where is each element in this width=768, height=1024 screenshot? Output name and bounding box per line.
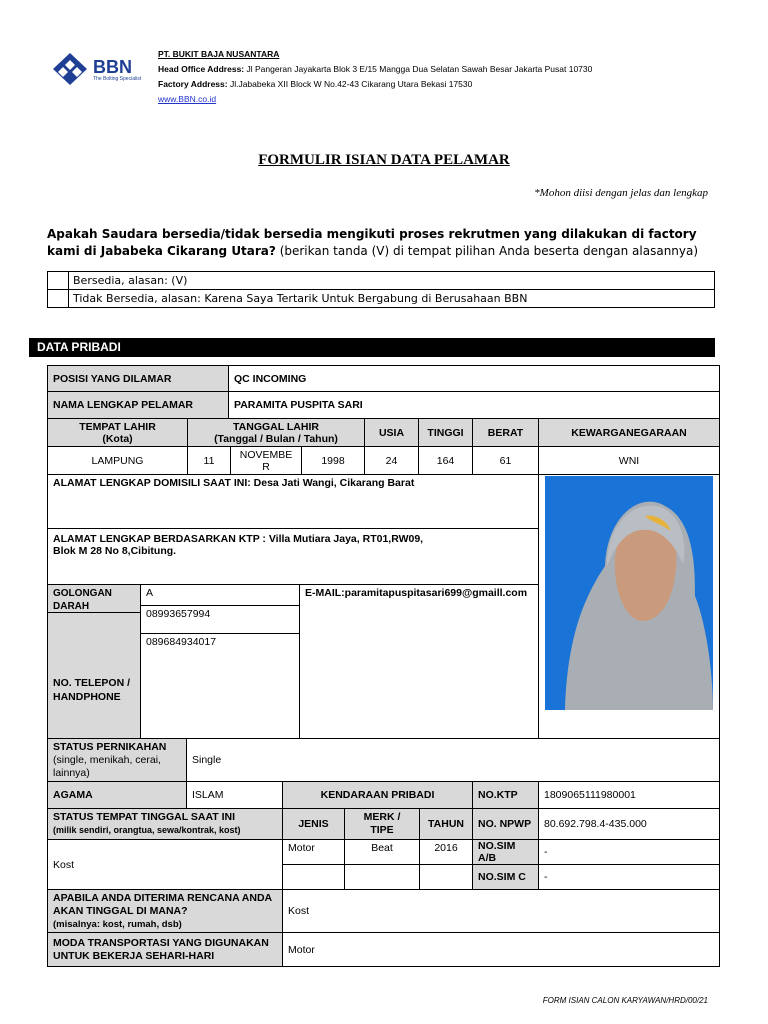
birthplace-header: TEMPAT LAHIR (Kota)	[47, 418, 188, 447]
form-title: FORMULIR ISIAN DATA PELAMAR	[258, 152, 510, 168]
logo-subtitle: The Bolting Specialist	[93, 76, 142, 82]
head-office-address: Head Office Address: Jl Pangeran Jayakarta Blok 3 E/15 Mangga Dua Selatan Sawah Besar Jakarta Pusat 10730	[158, 64, 593, 74]
age-header: USIA	[364, 418, 419, 447]
birth-month-value[interactable]: NOVEMBE R	[230, 446, 302, 475]
form-hint: *Mohon diisi dengan jelas dan lengkap	[534, 187, 708, 199]
position-label: POSISI YANG DILAMAR	[47, 365, 229, 392]
weight-value[interactable]: 61	[472, 446, 539, 475]
vehicle-year-value[interactable]: 2016	[419, 839, 473, 865]
vehicle-brand-header: MERK / TIPE	[344, 808, 420, 840]
phone-label: NO. TELEPON / HANDPHONE	[47, 612, 141, 739]
height-header: TINGGI	[418, 418, 473, 447]
transport-value[interactable]: Motor	[282, 932, 720, 967]
birthdate-header: TANGGAL LAHIR (Tanggal / Bulan / Tahun)	[187, 418, 365, 447]
vehicle-type-value[interactable]: Motor	[282, 839, 345, 865]
email-value[interactable]: E-MAIL:paramitapuspitasari699@gmaill.com	[299, 584, 539, 739]
sim-ab-value[interactable]: -	[538, 839, 720, 865]
birthplace-value[interactable]: LAMPUNG	[47, 446, 188, 475]
applicant-photo	[545, 476, 713, 710]
company-name: PT. BUKIT BAJA NUSANTARA	[158, 49, 280, 59]
sim-ab-label: NO.SIM A/B	[472, 839, 539, 865]
vehicle-brand-value-2[interactable]	[344, 864, 420, 890]
willing-checkbox[interactable]	[48, 272, 69, 290]
phone-value-2[interactable]: 089684934017	[140, 633, 300, 739]
willing-option: Bersedia, alasan: (V)	[69, 272, 715, 290]
ktp-address[interactable]: ALAMAT LENGKAP BERDASARKAN KTP : Villa Mutiara Jaya, RT01,RW09, Blok M 28 No 8,Cibitung.	[47, 528, 539, 585]
height-value[interactable]: 164	[418, 446, 473, 475]
blood-type-label: GOLONGAN DARAH	[47, 584, 141, 613]
vehicle-header: KENDARAAN PRIBADI	[282, 781, 473, 809]
full-name-label: NAMA LENGKAP PELAMAR	[47, 391, 229, 419]
domicile-address[interactable]: ALAMAT LENGKAP DOMISILI SAAT INI: Desa Jati Wangi, Cikarang Barat	[47, 474, 539, 529]
transport-label: MODA TRANSPORTASI YANG DIGUNAKAN UNTUK BEKERJA SEHARI-HARI	[47, 932, 283, 967]
recruitment-question: Apakah Saudara bersedia/tidak bersedia mengikuti proses rekrutmen yang dilakukan di factory kami di Jababeka Cikarang Utara? (berikan tanda (V) di tempat pilihan Anda beserta dengan alasannya)	[47, 227, 699, 258]
residence-status-value[interactable]: Kost	[47, 839, 283, 890]
website-link[interactable]: www.BBN.co.id	[158, 94, 217, 104]
npwp-label: NO. NPWP	[472, 808, 539, 840]
future-residence-value[interactable]: Kost	[282, 889, 720, 933]
blood-type-value[interactable]: A	[140, 584, 300, 606]
marital-status-label: STATUS PERNIKAHAN (single, menikah, cerai, lainnya)	[47, 738, 187, 782]
vehicle-year-header: TAHUN	[419, 808, 473, 840]
logo-text: BBN	[93, 57, 132, 77]
citizenship-value[interactable]: WNI	[538, 446, 720, 475]
future-residence-label: APABILA ANDA DITERIMA RENCANA ANDA AKAN TINGGAL DI MANA? (misalnya: kost, rumah, dsb)	[47, 889, 283, 933]
vehicle-year-value-2[interactable]	[419, 864, 473, 890]
religion-label: AGAMA	[47, 781, 187, 809]
vehicle-brand-value[interactable]: Beat	[344, 839, 420, 865]
vehicle-type-value-2[interactable]	[282, 864, 345, 890]
position-value[interactable]: QC INCOMING	[228, 365, 720, 392]
residence-status-label: STATUS TEMPAT TINGGAL SAAT INI (milik sendiri, orangtua, sewa/kontrak, kost)	[47, 808, 283, 840]
religion-value[interactable]: ISLAM	[186, 781, 283, 809]
phone-value-1[interactable]: 08993657994	[140, 605, 300, 634]
ktp-value[interactable]: 1809065111980001	[538, 781, 720, 809]
sim-c-label: NO.SIM C	[472, 864, 539, 890]
birth-day-value[interactable]: 11	[187, 446, 231, 475]
vehicle-type-header: JENIS	[282, 808, 345, 840]
marital-status-value[interactable]: Single	[186, 738, 720, 782]
form-code: FORM ISIAN CALON KARYAWAN/HRD/00/21	[542, 996, 708, 1005]
factory-address: Factory Address: Jl.Jababeka XII Block W No.42-43 Cikarang Utara Bekasi 17530	[158, 79, 473, 89]
age-value[interactable]: 24	[364, 446, 419, 475]
npwp-value[interactable]: 80.692.798.4-435.000	[538, 808, 720, 840]
section-title: DATA PRIBADI	[29, 338, 715, 357]
ktp-label: NO.KTP	[472, 781, 539, 809]
weight-header: BERAT	[472, 418, 539, 447]
not-willing-checkbox[interactable]	[48, 290, 69, 308]
full-name-value[interactable]: PARAMITA PUSPITA SARI	[228, 391, 720, 419]
willingness-table	[47, 271, 715, 308]
sim-c-value[interactable]: -	[538, 864, 720, 890]
citizenship-header: KEWARGANEGARAAN	[538, 418, 720, 447]
bbn-logo-icon	[52, 52, 88, 86]
not-willing-option: Tidak Bersedia, alasan: Karena Saya Tertarik Untuk Bergabung di Berusahaan BBN	[69, 290, 715, 308]
birth-year-value[interactable]: 1998	[301, 446, 365, 475]
